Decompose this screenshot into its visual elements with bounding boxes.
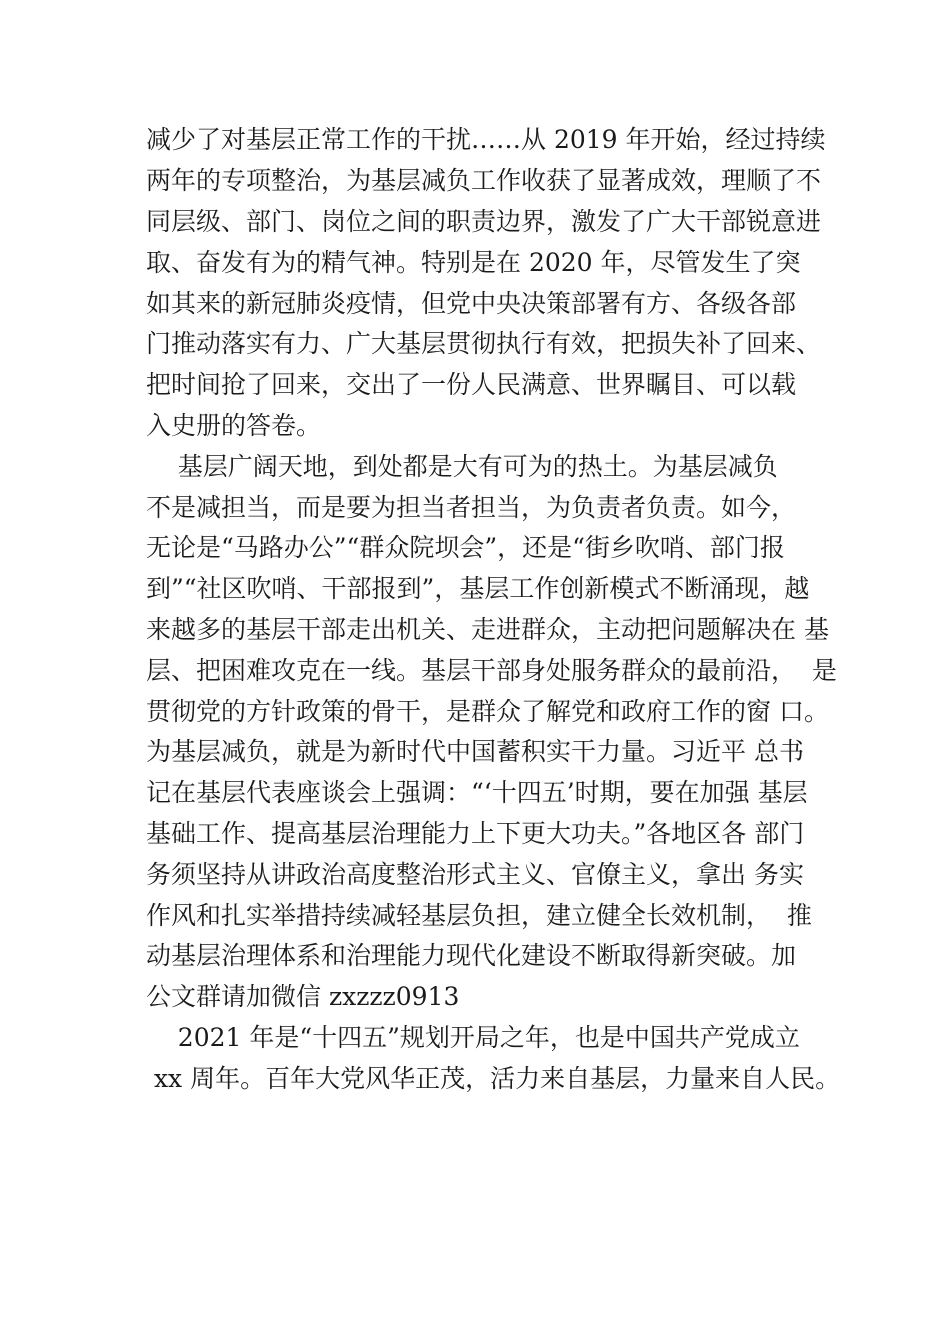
paragraph-line: 两年的专项整治，为基层减负工作收获了显著成效，理顺了不 <box>146 166 822 195</box>
paragraph-line: 无论是“马路办公”“群众院坝会”，还是“街乡吹哨、部门报 <box>146 533 785 562</box>
paragraph-line: 记在基层代表座谈会上强调：“‘十四五’时期，要在加强 基层 <box>146 778 808 807</box>
paragraph-line: 减少了对基层正常工作的干扰……从 2019 年开始，经过持续 <box>146 125 826 154</box>
paragraph-line: 基层广阔天地，到处都是大有可为的热土。为基层减负 <box>146 452 778 481</box>
paragraph-line: 为基层减负，就是为新时代中国蓄积实干力量。习近平 总书 <box>146 737 804 766</box>
paragraph-line: 入史册的答卷。 <box>146 411 322 440</box>
paragraph-line: 门推动落实有力、广大基层贯彻执行有效，把损失补了回来、 <box>146 329 822 358</box>
paragraph-line: 同层级、部门、岗位之间的职责边界，激发了广大干部锐意进 <box>146 207 822 236</box>
paragraph-line: 来越多的基层干部走出机关、走进群众，主动把问题解决在 基 <box>146 615 829 644</box>
paragraph-line: 层、把困难攻克在一线。基层干部身处服务群众的最前沿， 是 <box>146 656 837 685</box>
paragraph-line: 公文群请加微信 zxzzz0913 <box>146 982 460 1011</box>
paragraph-line: 作风和扎实举措持续减轻基层负担，建立健全长效机制， 推 <box>146 901 812 930</box>
paragraph-line: 2021 年是“十四五”规划开局之年，也是中国共产党成立 <box>146 1023 800 1052</box>
paragraph-line: 基础工作、提高基层治理能力上下更大功夫。”各地区各 部门 <box>146 819 805 848</box>
paragraph-line: 务须坚持从讲政治高度整治形式主义、官僚主义，拿出 务实 <box>146 860 804 889</box>
paragraph-line: 如其来的新冠肺炎疫情，但党中央决策部署有方、各级各部 <box>146 289 797 318</box>
paragraph-line: 到”“社区吹哨、干部报到”，基层工作创新模式不断涌现，越 <box>146 574 810 603</box>
paragraph-line: 取、奋发有为的精气神。特别是在 2020 年，尽管发生了突 <box>146 248 801 277</box>
paragraph-line: xx 周年。百年大党风华正茂，活力来自基层，力量来自人民。 <box>146 1064 841 1093</box>
paragraph-line: 动基层治理体系和治理能力现代化建设不断取得新突破。加 <box>146 941 797 970</box>
paragraph-line: 不是减担当，而是要为担当者担当，为负责者负责。如今， <box>146 493 797 522</box>
paragraph-line: 把时间抢了回来，交出了一份人民满意、世界瞩目、可以载 <box>146 370 797 399</box>
paragraph-line: 贯彻党的方针政策的骨干，是群众了解党和政府工作的窗 口。 <box>146 697 829 726</box>
